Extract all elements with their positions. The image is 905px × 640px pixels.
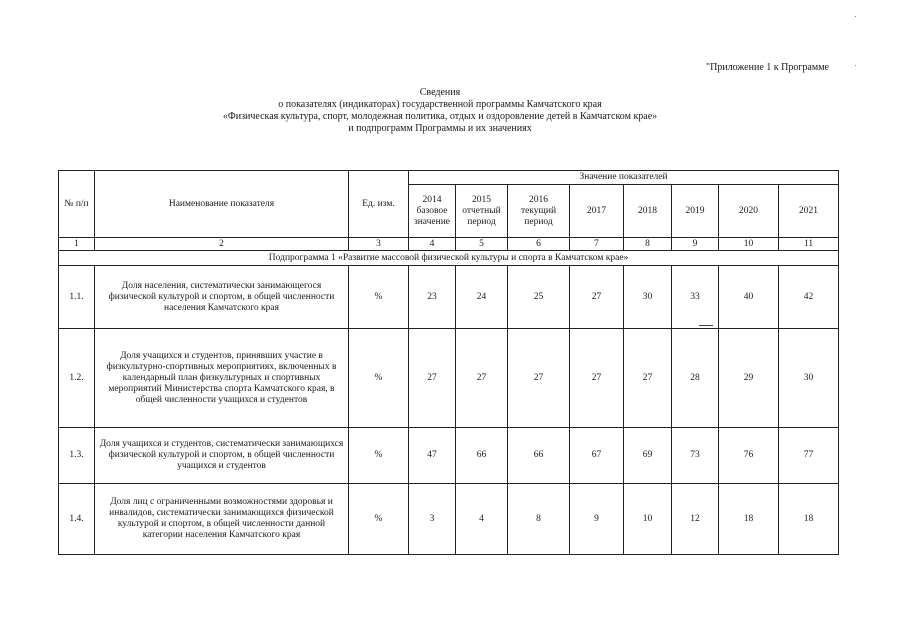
row-name: Доля учащихся и студентов, систематически занимающихся физической культурой и спортом, в общей численности учащихся и студентов bbox=[95, 428, 349, 484]
column-number-row bbox=[59, 238, 839, 251]
table-row bbox=[59, 266, 839, 329]
table-row bbox=[59, 329, 839, 428]
row-value: 9 bbox=[570, 484, 624, 555]
subprogram-row bbox=[59, 251, 839, 266]
row-value: 76 bbox=[719, 428, 779, 484]
row-value: 25 bbox=[508, 266, 570, 329]
header-year: 2014 базовое значение bbox=[409, 185, 456, 238]
row-value: 10 bbox=[624, 484, 672, 555]
row-name: Доля учащихся и студентов, принявших участие в физкультурно-спортивных мероприятиях, включенных в календарный план физкультурных и спортивных мероприятий Министерства спорта Камчатского края, в общей численности учащихся и студентов bbox=[95, 329, 349, 428]
row-num: 1.3. bbox=[59, 428, 95, 484]
column-number: 9 bbox=[672, 238, 719, 251]
header-row-top bbox=[59, 171, 839, 185]
row-value: 77 bbox=[779, 428, 839, 484]
header-year: 2015 отчетный период bbox=[456, 185, 508, 238]
row-value: 23 bbox=[409, 266, 456, 329]
row-value: 18 bbox=[719, 484, 779, 555]
header-year: 2016 текущий период bbox=[508, 185, 570, 238]
scan-speck bbox=[855, 16, 856, 17]
table-row bbox=[59, 484, 839, 555]
row-value: 69 bbox=[624, 428, 672, 484]
row-value: 27 bbox=[570, 329, 624, 428]
row-value: 73 bbox=[672, 428, 719, 484]
header-values-group: Значение показателей bbox=[409, 171, 839, 185]
row-value: 30 bbox=[624, 266, 672, 329]
header-num: № п/п bbox=[59, 171, 95, 238]
column-number: 4 bbox=[409, 238, 456, 251]
row-value: 29 bbox=[719, 329, 779, 428]
row-value: 18 bbox=[779, 484, 839, 555]
heading-line-2: о показателях (индикаторах) государственной программы Камчатского края bbox=[278, 99, 602, 110]
row-value: 27 bbox=[508, 329, 570, 428]
scan-mark bbox=[699, 325, 713, 326]
scan-speck bbox=[855, 65, 856, 66]
header-year: 2018 bbox=[624, 185, 672, 238]
row-value: 30 bbox=[779, 329, 839, 428]
table-row bbox=[59, 428, 839, 484]
row-value: 28 bbox=[672, 329, 719, 428]
row-value: 3 bbox=[409, 484, 456, 555]
row-unit: % bbox=[349, 266, 409, 329]
column-number: 11 bbox=[779, 238, 839, 251]
row-value: 33 bbox=[672, 266, 719, 329]
header-year: 2020 bbox=[719, 185, 779, 238]
row-value: 66 bbox=[456, 428, 508, 484]
row-num: 1.4. bbox=[59, 484, 95, 555]
row-value: 40 bbox=[719, 266, 779, 329]
row-name: Доля населения, систематически занимающегося физической культурой и спортом, в общей численности населения Камчатского края bbox=[95, 266, 349, 329]
column-number: 7 bbox=[570, 238, 624, 251]
column-number: 1 bbox=[59, 238, 95, 251]
row-value: 42 bbox=[779, 266, 839, 329]
header-name: Наименование показателя bbox=[95, 171, 349, 238]
row-value: 27 bbox=[409, 329, 456, 428]
row-num: 1.2. bbox=[59, 329, 95, 428]
document-heading bbox=[180, 87, 700, 135]
row-num: 1.1. bbox=[59, 266, 95, 329]
column-number: 8 bbox=[624, 238, 672, 251]
column-number: 6 bbox=[508, 238, 570, 251]
column-number: 5 bbox=[456, 238, 508, 251]
row-name: Доля лиц с ограниченными возможностями здоровья и инвалидов, систематически занимающихся физической культурой и спортом, в общей численности данной категории населения Камчатского края bbox=[95, 484, 349, 555]
appendix-note: "Приложение 1 к Программе bbox=[706, 62, 829, 73]
indicators-table bbox=[58, 170, 839, 555]
row-unit: % bbox=[349, 484, 409, 555]
header-unit: Ед. изм. bbox=[349, 171, 409, 238]
row-value: 27 bbox=[456, 329, 508, 428]
row-value: 8 bbox=[508, 484, 570, 555]
row-unit: % bbox=[349, 329, 409, 428]
row-value: 4 bbox=[456, 484, 508, 555]
heading-line-3: «Физическая культура, спорт, молодежная политика, отдых и оздоровление детей в Камчатском крае» bbox=[222, 111, 658, 122]
header-year: 2021 bbox=[779, 185, 839, 238]
row-value: 12 bbox=[672, 484, 719, 555]
column-number: 3 bbox=[349, 238, 409, 251]
subprogram-title: Подпрограмма 1 «Развитие массовой физической культуры и спорта в Камчатском крае» bbox=[59, 251, 839, 266]
row-value: 67 bbox=[570, 428, 624, 484]
column-number: 10 bbox=[719, 238, 779, 251]
row-value: 66 bbox=[508, 428, 570, 484]
header-year: 2019 bbox=[672, 185, 719, 238]
column-number: 2 bbox=[95, 238, 349, 251]
row-value: 27 bbox=[624, 329, 672, 428]
header-year: 2017 bbox=[570, 185, 624, 238]
heading-line-4: и подпрограмм Программы и их значениях bbox=[348, 123, 532, 134]
row-value: 24 bbox=[456, 266, 508, 329]
heading-line-1: Сведения bbox=[419, 87, 461, 98]
row-value: 47 bbox=[409, 428, 456, 484]
row-value: 27 bbox=[570, 266, 624, 329]
row-unit: % bbox=[349, 428, 409, 484]
